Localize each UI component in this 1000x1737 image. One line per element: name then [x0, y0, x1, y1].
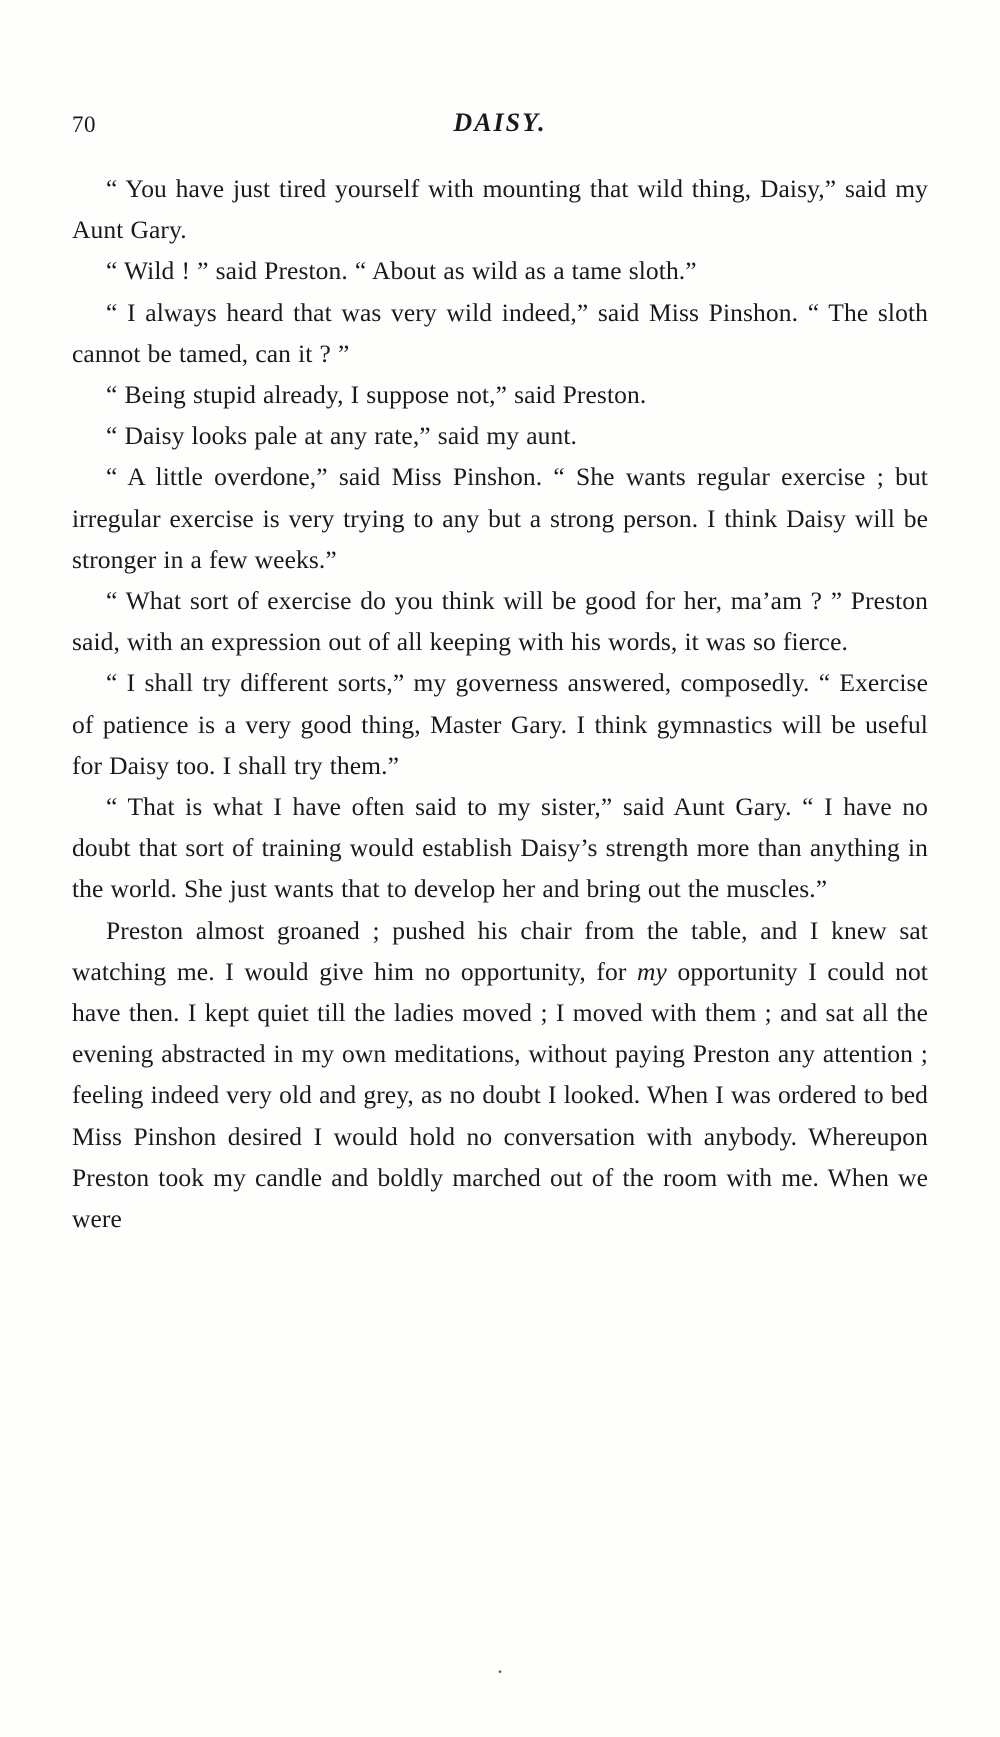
- paragraph: “ Wild ! ” said Preston. “ About as wild as a tame sloth.”: [106, 256, 697, 286]
- page-body: [72, 168, 928, 1239]
- paragraph: “ I always heard that was very wild indeed,” said Miss Pinshon. “ The sloth cannot be tamed, can it ? ”: [72, 297, 928, 368]
- page-header: [72, 108, 928, 144]
- paragraph-tail: opportunity I could not have then. I kept quiet till the ladies moved ; I moved with them ; and sat all the evening abstracted in my own meditations, without paying Preston any attention ; feeling indeed very old and grey, as no doubt I looked. When I was ordered to bed Miss Pinshon desired I would hold no conversation with anybody. Whereupon Preston took my candle and boldly marched out of the room with me. When we were: [72, 956, 928, 1234]
- paragraph: “ That is what I have often said to my sister,” said Aunt Gary. “ I have no doubt that sort of training would establish Daisy’s strength more than anything in the world. She just wants that to develop her and bring out the muscles.”: [72, 792, 928, 904]
- paragraph-final: [72, 910, 928, 1240]
- paragraph: “ Daisy looks pale at any rate,” said my aunt.: [106, 421, 577, 451]
- page-number: 70: [72, 112, 96, 137]
- emphasis-word: my: [637, 956, 667, 986]
- running-title: DAISY.: [453, 108, 547, 137]
- paragraph: “ A little overdone,” said Miss Pinshon. “ She wants regular exercise ; but irregular exercise is very trying to any but a strong person. I think Daisy will be stronger in a few weeks.”: [72, 462, 928, 574]
- paragraph: “ Being stupid already, I suppose not,” said Preston.: [106, 380, 647, 410]
- paragraph-lead: Preston almost groaned ; pushed his chair from the table, and I knew sat watching me. I would give him no opportunity, for: [72, 915, 928, 986]
- paragraph: “ I shall try different sorts,” my governess answered, composedly. “ Exercise of patience is a very good thing, Master Gary. I think gymnastics will be useful for Daisy too. I shall try them.”: [72, 668, 928, 780]
- paragraph: “ What sort of exercise do you think will be good for her, ma’am ? ” Preston said, with an expression out of all keeping with his words, it was so fierce.: [72, 586, 928, 657]
- footer-mark: .: [497, 1653, 503, 1678]
- paragraph: “ You have just tired yourself with mounting that wild thing, Daisy,” said my Aunt Gary.: [72, 174, 928, 245]
